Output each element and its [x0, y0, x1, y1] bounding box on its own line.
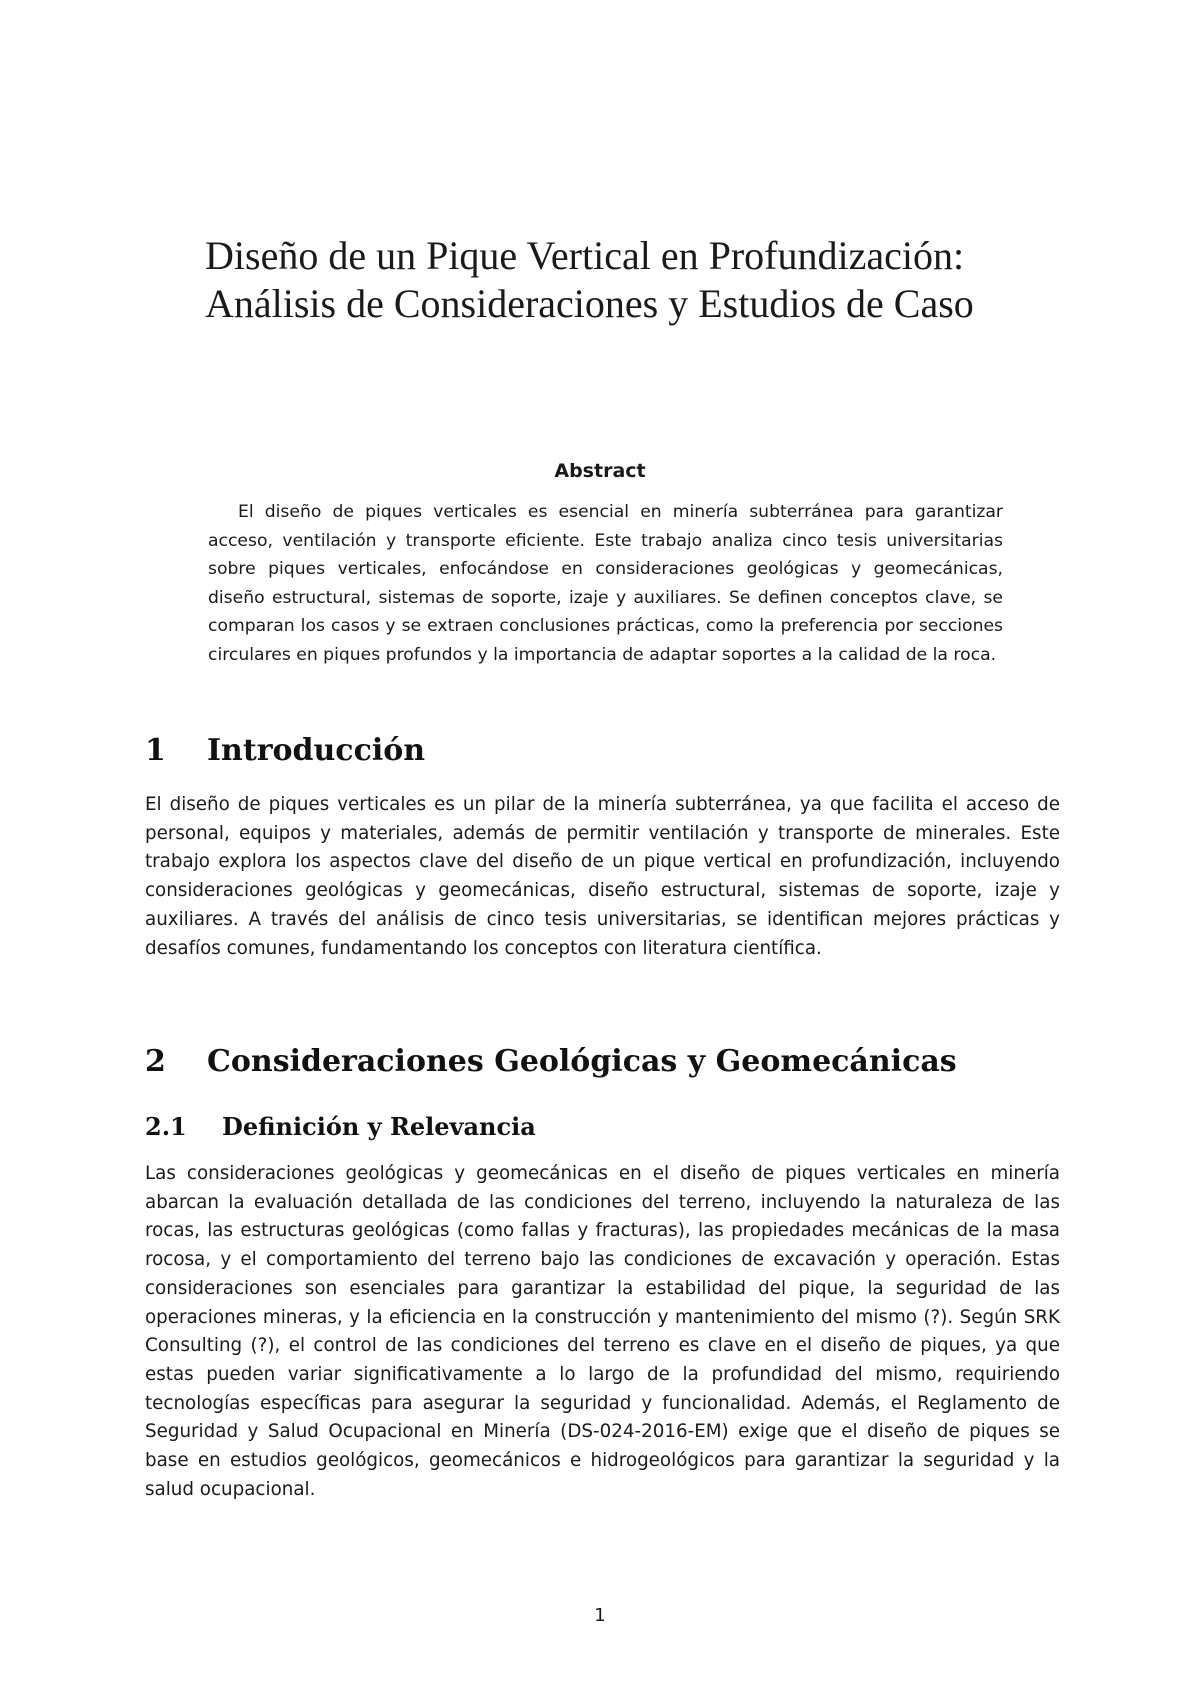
subsection-title: Definición y Relevancia: [222, 1112, 536, 1141]
section-title: Consideraciones Geológicas y Geomecánicas: [207, 1044, 957, 1079]
subsection-number: 2.1: [145, 1112, 187, 1141]
abstract-text: El diseño de piques verticales es esencial en minería subterránea para garantizar acceso, ventilación y transporte eficiente. Este trabajo analiza cinco tesis universitarias sobre piques verticales, enfocándose en consideraciones geológicas y geomecánicas, diseño estructural, sistemas de soporte, izaje y auxiliares. Se definen conceptos clave, se comparan los casos y se extraen conclusiones prácticas, como la preferencia por secciones circulares en piques profundos y la importancia de adaptar soportes a la calidad de la roca.: [208, 502, 1003, 665]
section-heading-consideraciones: [145, 1044, 957, 1079]
section-number: 2: [145, 1044, 166, 1079]
section-title: Introducción: [207, 733, 426, 768]
page-number: 1: [594, 1605, 606, 1626]
paper-title: [205, 232, 1025, 328]
section-heading-introduccion: [145, 733, 425, 768]
paper-title-line-1: Diseño de un Pique Vertical en Profundización:: [205, 233, 965, 278]
section-number: 1: [145, 733, 166, 768]
definicion-paragraph: Las consideraciones geológicas y geomecánicas en el diseño de piques verticales en minería abarcan la evaluación detallada de las condiciones del terreno, incluyendo la naturaleza de las rocas, las estructuras geológicas (como fallas y fracturas), las propiedades mecánicas de la masa rocosa, y el comportamiento del terreno bajo las condiciones de excavación y operación. Estas consideraciones son esenciales para garantizar la estabilidad del pique, la seguridad de las operaciones mineras, y la eficiencia en la construcción y mantenimiento del mismo (?). Según SRK Consulting (?), el control de las condiciones del terreno es clave en el diseño de piques, ya que estas pueden variar significativamente a lo largo de la profundidad del mismo, requiriendo tecnologías específicas para asegurar la seguridad y funcionalidad. Además, el Reglamento de Seguridad y Salud Ocupacional en Minería (DS-024-2016-EM) exige que el diseño de piques se base en estudios geológicos, geomecánicos e hidrogeológicos para garantizar la seguridad y la salud ocupacional.: [145, 1163, 1060, 1500]
paper-title-line-2: Análisis de Consideraciones y Estudios de Caso: [205, 281, 974, 326]
subsection-heading-definicion: [145, 1112, 536, 1141]
abstract-heading: Abstract: [554, 460, 646, 482]
introduccion-paragraph: El diseño de piques verticales es un pilar de la minería subterránea, ya que facilita el acceso de personal, equipos y materiales, además de permitir ventilación y transporte de minerales. Este trabajo explora los aspectos clave del diseño de un pique vertical en profundización, incluyendo consideraciones geológicas y geomecánicas, diseño estructural, sistemas de soporte, izaje y auxiliares. A través del análisis de cinco tesis universitarias, se identifican mejores prácticas y desafíos comunes, fundamentando los conceptos con literatura científica.: [145, 794, 1060, 959]
